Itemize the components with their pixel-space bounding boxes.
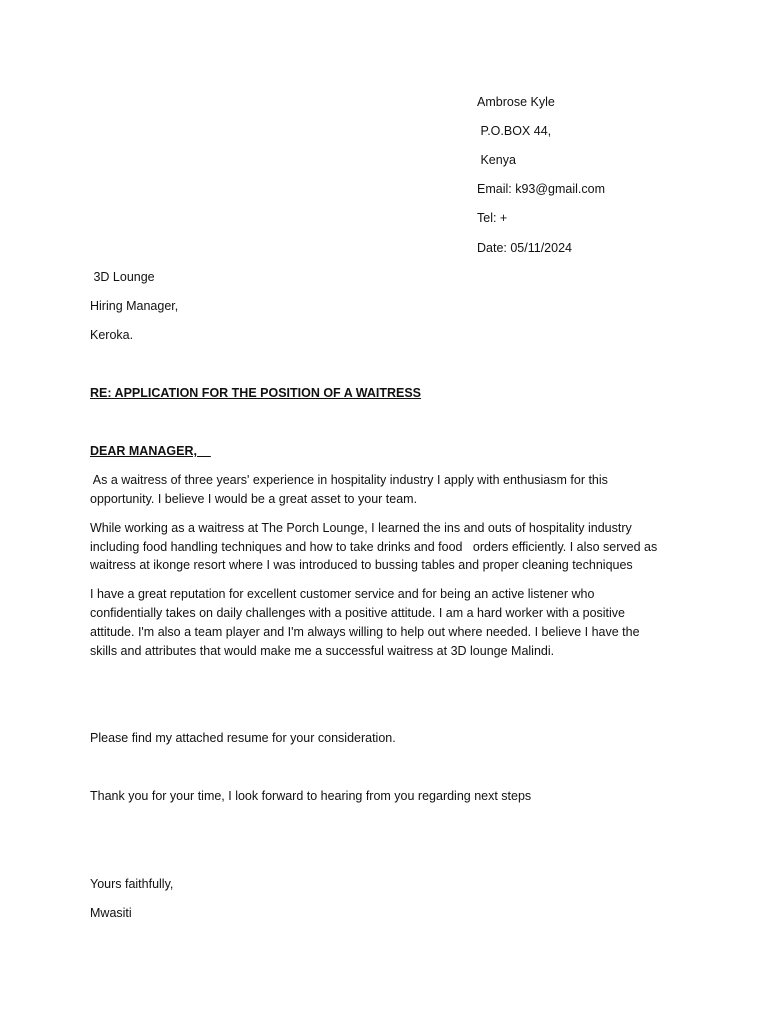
- recipient-town: Keroka.: [90, 328, 134, 342]
- sender-tel: Tel: +: [477, 211, 508, 225]
- signature-name: Mwasiti: [90, 906, 132, 920]
- body-line: opportunity. I believe I would be a great asset to your team.: [90, 492, 418, 506]
- body-line: I have a great reputation for excellent customer service and for being an active listener who: [90, 587, 595, 601]
- body-line: including food handling techniques and how to take drinks and food orders efficiently. I also served as: [90, 540, 658, 554]
- attachment-note: Please find my attached resume for your consideration.: [90, 731, 396, 745]
- sender-email: Email: k93@gmail.com: [477, 182, 606, 196]
- body-line: While working as a waitress at The Porch Lounge, I learned the ins and outs of hospitality industry: [90, 521, 632, 535]
- recipient-company: 3D Lounge: [90, 270, 155, 284]
- salutation: DEAR MANAGER,: [90, 444, 211, 458]
- body-line: skills and attributes that would make me a successful waitress at 3D lounge Malindi.: [90, 644, 555, 658]
- sender-country: Kenya: [477, 153, 516, 167]
- subject-line: RE: APPLICATION FOR THE POSITION OF A WAITRESS: [90, 386, 422, 400]
- sender-po-box: P.O.BOX 44,: [477, 124, 552, 138]
- sender-name: Ambrose Kyle: [477, 95, 555, 109]
- valediction: Yours faithfully,: [90, 877, 174, 891]
- body-line: waitress at ikonge resort where I was introduced to bussing tables and proper cleaning techniques: [90, 558, 633, 572]
- thank-you-line: Thank you for your time, I look forward to hearing from you regarding next steps: [90, 789, 532, 803]
- letter-date: Date: 05/11/2024: [477, 241, 572, 255]
- body-line: attitude. I'm also a team player and I'm always willing to help out where needed. I believe I have the: [90, 625, 640, 639]
- body-line: confidentially takes on daily challenges with a positive attitude. I am a hard worker with a positive: [90, 606, 626, 620]
- body-line: As a waitress of three years' experience in hospitality industry I apply with enthusiasm for this: [90, 473, 608, 487]
- recipient-title: Hiring Manager,: [90, 299, 179, 313]
